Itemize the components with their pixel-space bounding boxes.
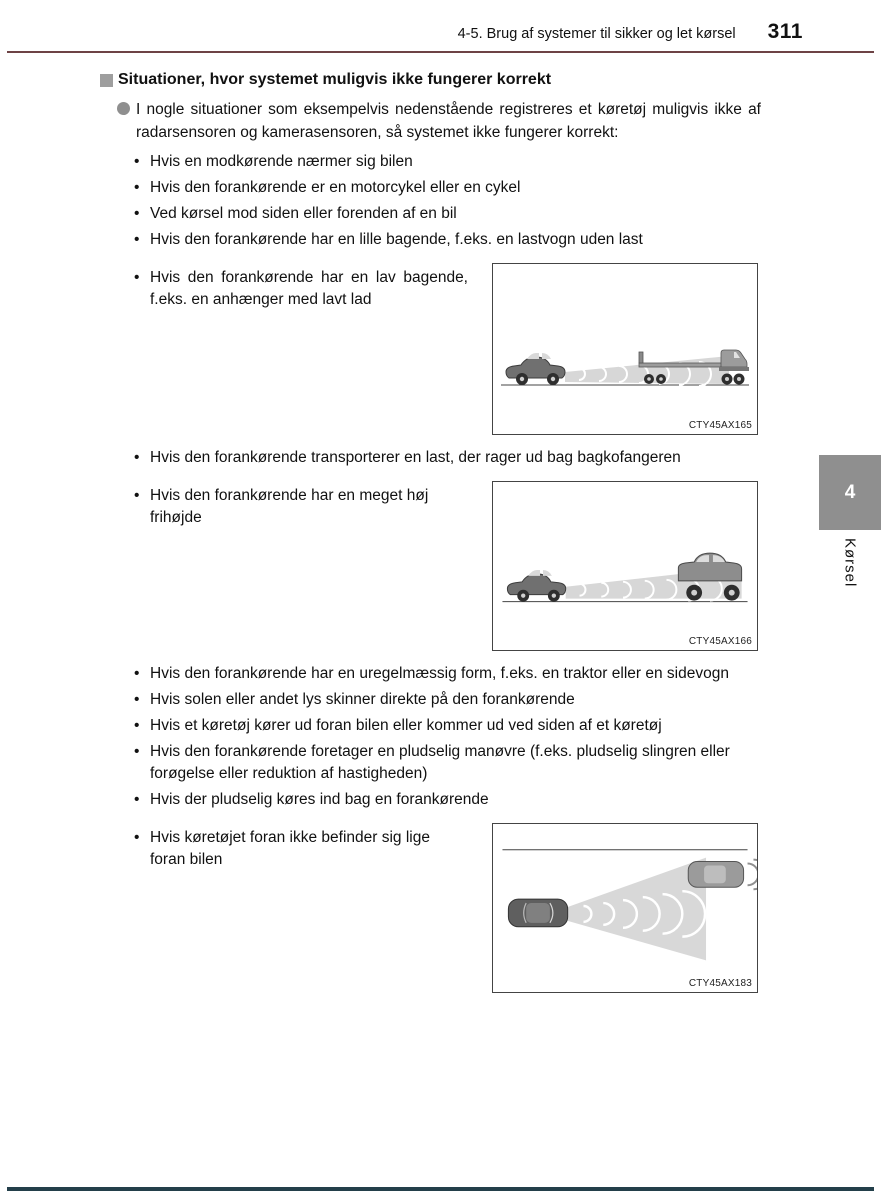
list-item bbox=[134, 689, 771, 711]
bullet-text: Hvis den forankørende transporterer en last, der rager ud bag bagkofangeren bbox=[150, 449, 681, 466]
figure-code: CTY45AX183 bbox=[688, 978, 752, 989]
bullet-marker: • bbox=[134, 691, 140, 708]
bullet-marker: • bbox=[134, 449, 140, 466]
bullet-marker: • bbox=[134, 231, 140, 248]
figure-high-clearance bbox=[492, 481, 758, 651]
bullet-text: Hvis køretøjet foran ikke befinder sig lige foran bilen bbox=[150, 829, 430, 868]
chapter-tab-number: 4 bbox=[844, 481, 856, 503]
figure-row-low-trailer bbox=[100, 263, 771, 435]
bullet-marker: • bbox=[134, 791, 140, 808]
bullet-text: Hvis den forankørende er en motorcykel eller en cykel bbox=[150, 179, 521, 196]
list-item bbox=[134, 715, 771, 737]
bullet-list-narrow bbox=[100, 263, 468, 315]
bullet-marker: • bbox=[134, 717, 140, 734]
section-heading-row bbox=[100, 71, 771, 89]
bullet-text: Hvis den forankørende har en meget høj frihøjde bbox=[150, 487, 429, 526]
list-item bbox=[134, 203, 771, 225]
figure-code: CTY45AX165 bbox=[688, 420, 752, 431]
list-item bbox=[134, 229, 771, 251]
car-icon bbox=[506, 353, 565, 385]
bullet-text: Hvis en modkørende nærmer sig bilen bbox=[150, 153, 413, 170]
bullet-marker: • bbox=[134, 665, 140, 682]
figure-row-offset-vehicle bbox=[100, 823, 771, 993]
section-heading: Situationer, hvor systemet muligvis ikke fungerer korrekt bbox=[118, 71, 552, 88]
bullet-marker: • bbox=[134, 487, 140, 504]
bullet-list-narrow bbox=[100, 481, 468, 533]
circle-bullet-icon bbox=[117, 102, 130, 115]
list-item bbox=[134, 447, 771, 469]
own-car-top-icon bbox=[508, 899, 567, 927]
motion-arcs bbox=[748, 860, 757, 890]
figure-row-high-clearance bbox=[100, 481, 771, 651]
list-item bbox=[134, 485, 468, 529]
square-bullet-icon bbox=[100, 74, 113, 87]
bullet-text: Hvis solen eller andet lys skinner direkte på den forankørende bbox=[150, 691, 575, 708]
footer-rule bbox=[7, 1187, 874, 1191]
bullet-marker: • bbox=[134, 205, 140, 222]
chapter-label-text: Kørsel bbox=[841, 538, 859, 588]
bullet-list-narrow bbox=[100, 823, 468, 875]
chapter-label bbox=[819, 538, 881, 587]
bullet-list-mid bbox=[100, 447, 771, 469]
page-content bbox=[0, 53, 881, 993]
bullet-text: Hvis et køretøj kører ud foran bilen eller kommer ud ved siden af et køretøj bbox=[150, 717, 662, 734]
list-item bbox=[134, 177, 771, 199]
bullet-text: Hvis den forankørende har en uregelmæssig form, f.eks. en traktor eller en sidevogn bbox=[150, 665, 729, 682]
bullet-marker: • bbox=[134, 153, 140, 170]
bullet-marker: • bbox=[134, 269, 140, 286]
bullet-text: Hvis den forankørende har en lille bagende, f.eks. en lastvogn uden last bbox=[150, 231, 643, 248]
list-item bbox=[134, 267, 468, 311]
bullet-marker: • bbox=[134, 743, 140, 760]
page-header bbox=[0, 0, 881, 44]
chapter-tab bbox=[819, 455, 881, 530]
bullet-list-bottom bbox=[100, 663, 771, 811]
figure-low-trailer bbox=[492, 263, 758, 435]
bullet-text: Hvis der pludselig køres ind bag en forankørende bbox=[150, 791, 489, 808]
list-item bbox=[134, 827, 468, 871]
bullet-marker: • bbox=[134, 179, 140, 196]
page-number: 311 bbox=[767, 20, 803, 43]
figure-offset-vehicle bbox=[492, 823, 758, 993]
bullet-text: Hvis den forankørende har en lav bagende, f.eks. en anhænger med lavt lad bbox=[150, 269, 468, 308]
list-item bbox=[134, 663, 771, 685]
list-item bbox=[134, 789, 771, 811]
bullet-text: Ved kørsel mod siden eller forenden af en bil bbox=[150, 205, 457, 222]
bullet-list-top bbox=[100, 151, 771, 251]
list-item bbox=[134, 151, 771, 173]
low-trailer-illustration bbox=[493, 264, 757, 434]
bullet-text: Hvis den forankørende foretager en pludselig manøvre (f.eks. pludselig slingren eller forøgelse eller reduktion af hastigheden) bbox=[150, 743, 730, 782]
bullet-marker: • bbox=[134, 829, 140, 846]
forward-car-top-icon bbox=[688, 862, 743, 888]
car-icon bbox=[507, 570, 565, 602]
figure-code: CTY45AX166 bbox=[688, 636, 752, 647]
list-item bbox=[134, 741, 771, 785]
high-clearance-illustration bbox=[493, 482, 757, 650]
intro-text: I nogle situationer som eksempelvis nedenstående registreres et køretøj muligvis ikke af radarsensoren og kamerasensoren, så systemet ikke fungerer korrekt: bbox=[136, 101, 761, 141]
offset-vehicle-illustration bbox=[493, 824, 757, 992]
header-section-title: 4-5. Brug af systemer til sikker og let kørsel bbox=[457, 26, 736, 42]
intro-row bbox=[100, 98, 771, 144]
